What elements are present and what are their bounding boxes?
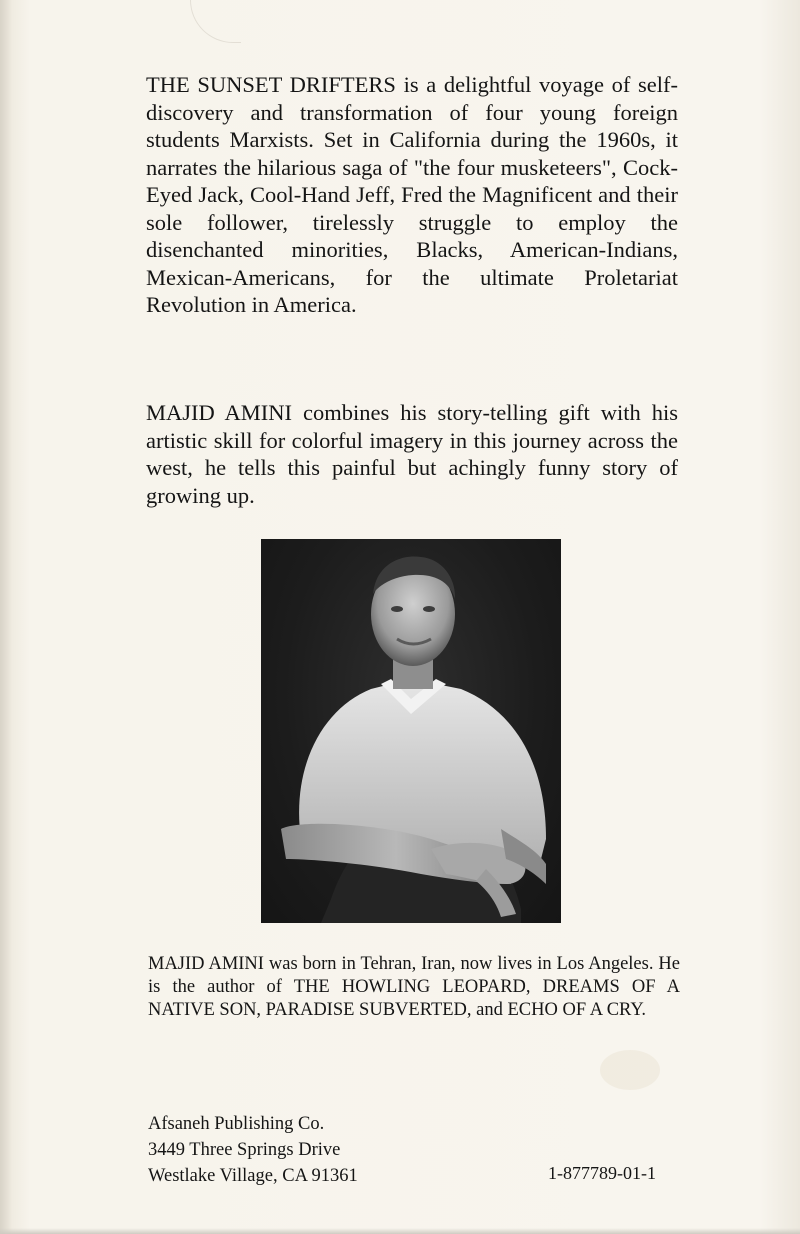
page-crease — [190, 0, 241, 43]
isbn-number: 1-877789-01-1 — [548, 1163, 656, 1183]
author-photo — [261, 539, 561, 923]
paper-bottom-shadow — [0, 1228, 800, 1234]
blurb-paragraph-1: THE SUNSET DRIFTERS is a delightful voyage of self-discovery and transformation of four young foreign students Marxists. Set in California during the 1960s, it narrates the hilarious saga of "the four musketeers", Cock-Eyed Jack, Cool-Hand Jeff, Fred the Magnificent and their sole follower, tirelessly struggle to employ the disenchanted minorities, Blacks, American-Indians, Mexican-Americans, for the ultimate Proletariat Revolution in America. — [146, 72, 678, 317]
publisher-address — [148, 1111, 358, 1189]
blurb-paragraph-2: MAJID AMINI combines his story-telling gift with his artistic skill for colorful imagery in this journey across the west, he tells this painful but achingly funny story of growing up. — [146, 400, 678, 508]
publisher-street: 3449 Three Springs Drive — [148, 1140, 341, 1160]
publisher-city: Westlake Village, CA 91361 — [148, 1166, 358, 1186]
paper-stain — [600, 1050, 660, 1090]
paper-edge-shadow — [0, 0, 12, 1234]
publisher-name: Afsaneh Publishing Co. — [148, 1114, 325, 1134]
author-bio: MAJID AMINI was born in Tehran, Iran, now lives in Los Angeles. He is the author of THE HOWLING LEOPARD, DREAMS OF A NATIVE SON, PARADISE SUBVERTED, and ECHO OF A CRY. — [148, 954, 680, 1020]
